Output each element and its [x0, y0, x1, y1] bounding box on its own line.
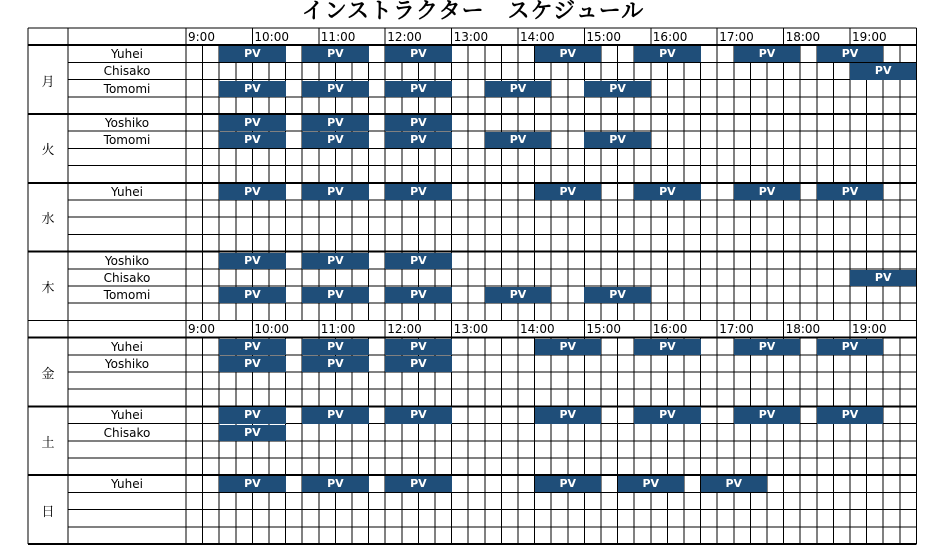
instructor-name: Tomomi	[103, 81, 151, 96]
time-header-top-0: 9:00	[188, 30, 215, 44]
day-label: 木	[41, 281, 55, 296]
pv-session-block[interactable]: PV	[634, 46, 700, 62]
pv-session-block[interactable]: PV	[817, 339, 883, 355]
pv-session-block[interactable]: PV	[634, 339, 700, 355]
instructor-name: Yuhei	[111, 408, 143, 423]
time-header-mid-5: 14:00	[520, 322, 555, 337]
pv-session-block[interactable]: PV	[385, 46, 451, 62]
pv-session-block[interactable]: PV	[584, 132, 650, 148]
pv-session-block[interactable]: PV	[302, 476, 368, 492]
pv-session-block[interactable]: PV	[219, 425, 285, 441]
pv-session-block[interactable]: PV	[385, 115, 451, 131]
instructor-name: Yuhei	[111, 339, 143, 354]
pv-session-block[interactable]: PV	[302, 287, 368, 303]
pv-session-block[interactable]: PV	[219, 46, 285, 62]
pv-session-block[interactable]: PV	[584, 287, 650, 303]
pv-session-block[interactable]: PV	[385, 287, 451, 303]
pv-session-block[interactable]: PV	[850, 270, 916, 286]
pv-session-block[interactable]: PV	[302, 132, 368, 148]
pv-session-block[interactable]: PV	[701, 476, 767, 492]
time-header-top-3: 12:00	[387, 30, 422, 44]
time-header-mid-9: 18:00	[785, 322, 821, 337]
pv-session-block[interactable]: PV	[219, 184, 285, 200]
pv-session-block[interactable]: PV	[734, 407, 800, 423]
pv-session-block[interactable]: PV	[302, 115, 368, 131]
pv-session-block[interactable]: PV	[219, 81, 285, 97]
time-header-top-9: 18:00	[785, 30, 821, 44]
instructor-name: Tomomi	[103, 133, 151, 148]
pv-session-block[interactable]: PV	[302, 46, 368, 62]
pv-session-block[interactable]: PV	[302, 356, 368, 372]
pv-session-block[interactable]: PV	[219, 287, 285, 303]
time-header-mid-7: 16:00	[652, 322, 688, 337]
pv-session-block[interactable]: PV	[485, 132, 551, 148]
pv-session-block[interactable]: PV	[535, 407, 601, 423]
time-header-mid-6: 15:00	[586, 322, 621, 337]
pv-session-block[interactable]: PV	[485, 287, 551, 303]
pv-session-block[interactable]: PV	[302, 81, 368, 97]
pv-session-block[interactable]: PV	[302, 184, 368, 200]
time-header-top-8: 17:00	[719, 30, 754, 44]
instructor-name: Chisako	[103, 425, 151, 440]
pv-session-block[interactable]: PV	[584, 81, 650, 97]
instructor-name: Tomomi	[103, 288, 151, 302]
pv-session-block[interactable]: PV	[385, 476, 451, 492]
pv-session-block[interactable]: PV	[385, 407, 451, 423]
pv-session-block[interactable]: PV	[535, 339, 601, 355]
pv-session-block[interactable]: PV	[535, 46, 601, 62]
instructor-name: Yuhei	[111, 477, 143, 492]
pv-session-block[interactable]: PV	[535, 476, 601, 492]
instructor-name: Yoshiko	[104, 116, 150, 130]
time-header-mid-4: 13:00	[453, 322, 489, 337]
time-header-top-10: 19:00	[852, 30, 887, 44]
pv-session-block[interactable]: PV	[219, 407, 285, 423]
pv-session-block[interactable]: PV	[219, 476, 285, 492]
pv-session-block[interactable]: PV	[302, 339, 368, 355]
pv-session-block[interactable]: PV	[385, 253, 451, 269]
day-label: 土	[41, 435, 55, 451]
pv-session-block[interactable]: PV	[302, 253, 368, 269]
time-header-mid-2: 11:00	[320, 322, 356, 337]
pv-session-block[interactable]: PV	[219, 132, 285, 148]
pv-session-block[interactable]: PV	[634, 184, 700, 200]
pv-session-block[interactable]: PV	[634, 407, 700, 423]
pv-session-block[interactable]: PV	[302, 407, 368, 423]
time-header-mid-1: 10:00	[254, 322, 289, 337]
pv-session-block[interactable]: PV	[734, 46, 800, 62]
pv-session-block[interactable]: PV	[385, 356, 451, 372]
instructor-name: Yuhei	[111, 47, 143, 62]
pv-session-block[interactable]: PV	[385, 339, 451, 355]
day-label: 水	[41, 212, 55, 228]
instructor-name: Yoshiko	[104, 356, 150, 371]
time-header-mid-10: 19:00	[852, 322, 887, 337]
time-header-top-6: 15:00	[586, 30, 621, 44]
pv-session-block[interactable]: PV	[385, 81, 451, 97]
day-label: 火	[41, 143, 55, 159]
instructor-name: Yoshiko	[104, 253, 150, 268]
time-header-top-5: 14:00	[520, 30, 555, 44]
pv-session-block[interactable]: PV	[817, 46, 883, 62]
pv-session-block[interactable]: PV	[219, 253, 285, 269]
pv-session-block[interactable]: PV	[219, 339, 285, 355]
pv-session-block[interactable]: PV	[535, 184, 601, 200]
time-header-top-7: 16:00	[652, 30, 688, 44]
day-label: 金	[41, 367, 55, 382]
time-header-top-1: 10:00	[254, 30, 289, 44]
pv-session-block[interactable]: PV	[385, 184, 451, 200]
page-title: インストラクター スケジュール	[301, 0, 645, 24]
time-header-top-2: 11:00	[320, 30, 356, 44]
pv-session-block[interactable]: PV	[485, 81, 551, 97]
pv-session-block[interactable]: PV	[734, 339, 800, 355]
pv-session-block[interactable]: PV	[219, 115, 285, 131]
pv-session-block[interactable]: PV	[817, 184, 883, 200]
pv-session-block[interactable]: PV	[385, 132, 451, 148]
time-header-top-4: 13:00	[453, 30, 489, 44]
pv-session-block[interactable]: PV	[618, 476, 684, 492]
pv-session-block[interactable]: PV	[850, 63, 916, 79]
time-header-mid-0: 9:00	[188, 322, 215, 337]
day-label: 日	[41, 504, 55, 520]
instructor-name: Chisako	[103, 64, 151, 79]
pv-session-block[interactable]: PV	[219, 356, 285, 372]
pv-session-block[interactable]: PV	[817, 407, 883, 423]
instructor-name: Chisako	[103, 270, 151, 285]
pv-session-block[interactable]: PV	[734, 184, 800, 200]
day-label: 月	[41, 74, 55, 90]
time-header-mid-3: 12:00	[387, 322, 422, 337]
instructor-name: Yuhei	[111, 184, 143, 199]
time-header-mid-8: 17:00	[719, 322, 754, 337]
